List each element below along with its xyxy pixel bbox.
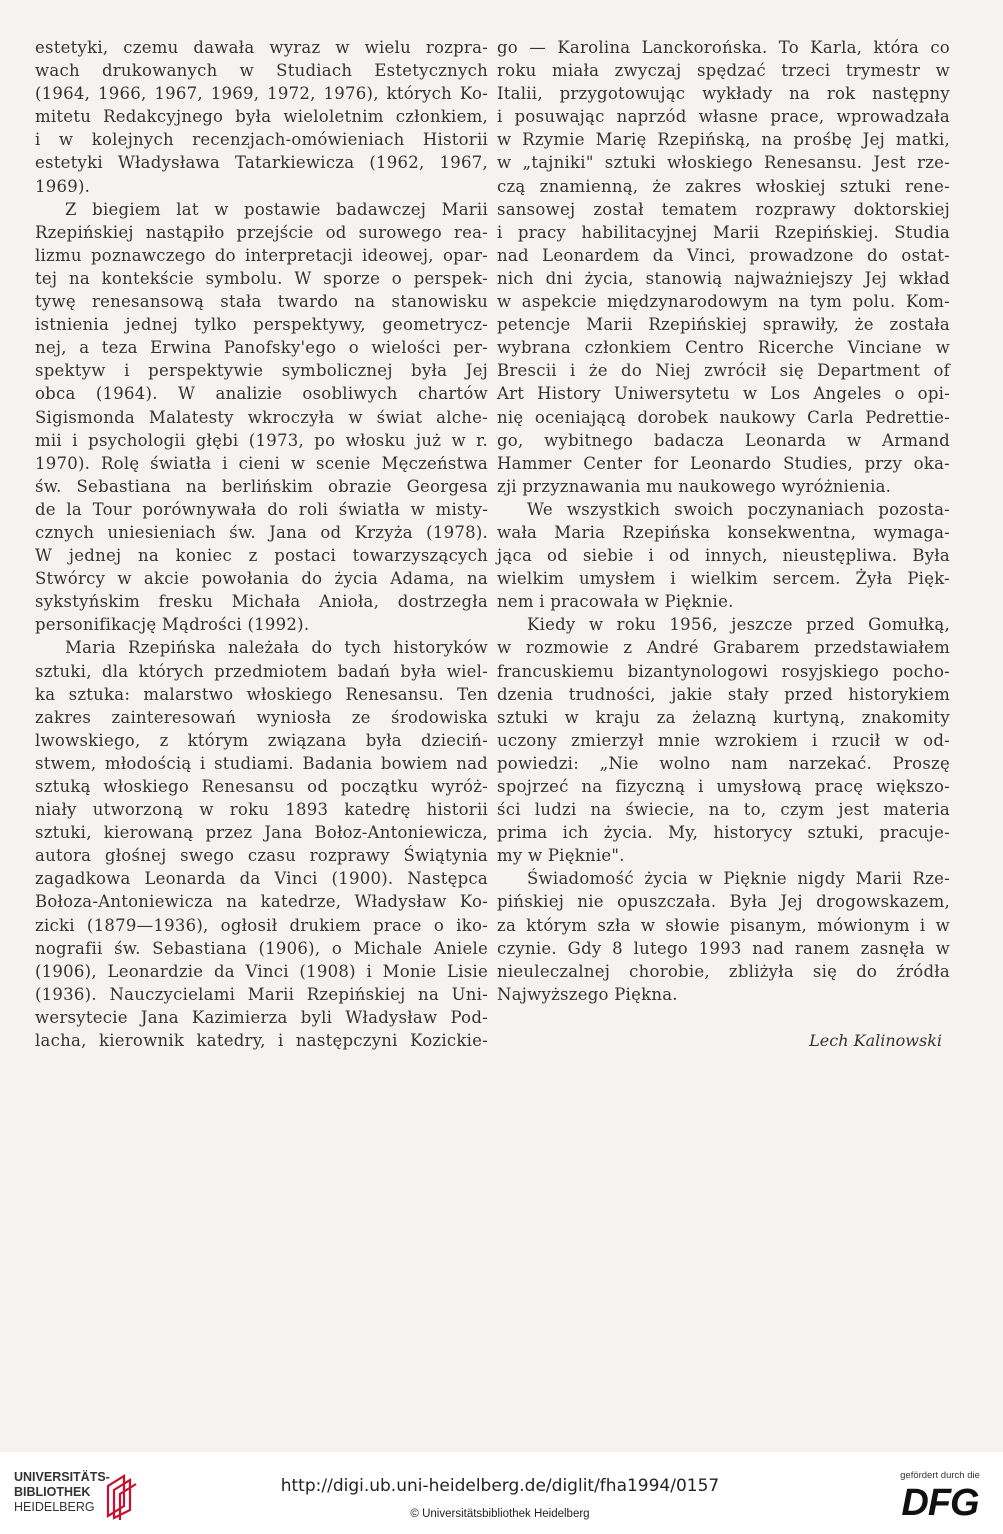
text-line: wach drukowanych w Studiach Estetycznych (35, 61, 488, 81)
text-line: Art History Uniwersytetu w Los Angeles o opi- (497, 384, 950, 404)
text-line: Świadomość życia w Pięknie nigdy Marii Rze- (527, 869, 950, 889)
text-line: sztuki w kraju za żelazną kurtyną, znakomity (497, 707, 950, 727)
left-text-column (35, 36, 488, 1052)
text-line: dzenia trudności, jakie stały przed historykiem (497, 684, 950, 704)
text-line: uczony zmierzył mnie wzrokiem i rzucił w od- (497, 730, 950, 750)
library-name-line1: UNIVERSITÄTS- (14, 1470, 110, 1484)
text-line: nej, a teza Erwina Panofsky'ego o wielości per- (35, 338, 488, 358)
dfg-logo-text: DFG (901, 1482, 979, 1524)
text-line: go, wybitnego badacza Leonarda w Armand (497, 430, 950, 450)
text-line: nem i pracowała w Pięknie. (497, 592, 734, 612)
text-line: i w kolejnych recenzjach-omówieniach Historii (35, 130, 488, 150)
text-line: niały utworzoną w roku 1893 katedrę historii (35, 800, 488, 820)
text-line: lizmu poznawczego do interpretacji ideowej, opar- (35, 245, 488, 265)
text-line: św. Sebastiana na berlińskim obrazie Georgesa (35, 476, 488, 496)
footer-bar (0, 1452, 1003, 1534)
text-line: nad Leonardem da Vinci, prowadzone do ostat- (497, 245, 950, 265)
text-line: estetyki Władysława Tatarkiewicza (1962, 1967, (35, 153, 488, 173)
dfg-caption: gefördert durch die (900, 1470, 980, 1481)
text-line: spojrzeć na fizyczną i umysłową pracę większo- (497, 777, 950, 796)
text-line: Stwórcy w akcie powołania do życia Adama, na (35, 569, 488, 589)
text-line: pińskiej nie opuszczała. Była Jej drogowskazem, (497, 892, 950, 912)
text-line: zji przyznawania mu naukowego wyróżnienia. (497, 476, 892, 496)
right-text-column (497, 36, 950, 1006)
text-line: za którym szła w słowie pisanym, mówionym i w (497, 915, 950, 935)
text-line: tywę renesansową stała twardo na stanowisku (35, 292, 488, 312)
author-signature: Lech Kalinowski (809, 1031, 942, 1050)
text-line: Brescii i że do Niej zwrócił się Department of (497, 361, 950, 381)
text-line: spektyw i perspektywie symbolicznej była Jej (35, 361, 488, 381)
text-line: i pracy habilitacyjnej Marii Rzepińskiej. Studia (497, 222, 950, 242)
text-line: wersytecie Jana Kazimierza byli Władysław Pod- (35, 1007, 488, 1027)
text-line: sansowej został tematem rozprawy doktorskiej (497, 199, 950, 219)
text-line: sztuki, dla których przedmiotem badań była wiel- (35, 661, 488, 681)
text-line: 1969). (35, 176, 91, 196)
text-line: nię oceniającą dorobek naukowy Carla Pedrettie- (497, 407, 950, 427)
text-line: personifikację Mądrości (1992). (35, 615, 310, 635)
text-line: mitetu Redakcyjnego była wieloletnim członkiem, (35, 107, 488, 127)
library-name-line2: BIBLIOTHEK (14, 1485, 91, 1499)
text-line: Najwyższego Piękna. (497, 984, 678, 1004)
text-line: wała Maria Rzepińska konsekwentna, wymaga- (497, 522, 950, 542)
text-line: czynie. Gdy 8 lutego 1993 nad ranem zasnęła w (497, 938, 950, 958)
text-line: de la Tour porównywała do roli światła w misty- (35, 499, 488, 519)
text-line: my w Pięknie". (497, 846, 625, 866)
text-line: We wszystkich swoich poczynaniach pozosta- (527, 499, 950, 519)
text-line: autora głośnej swego czasu rozprawy Świątynia (35, 846, 488, 866)
text-line: Rzepińskiej nastąpiło przejście od surowego rea- (35, 222, 488, 242)
text-line: mii i psychologii głębi (1973, po włosku już w r. (35, 430, 488, 450)
text-line: Hammer Center for Leonardo Studies, przy oka- (497, 453, 950, 473)
text-line: 1970). Rolę światła i cieni w scenie Męczeństwa (35, 453, 488, 473)
text-line: petencje Marii Rzepińskiej sprawiły, że została (497, 315, 950, 335)
text-line: wybrana członkiem Centro Ricerche Vinciane w (497, 338, 950, 358)
text-line: nich dni życia, stanowią najważniejszy Jej wkład (497, 268, 950, 288)
dfg-logo[interactable] (888, 1470, 992, 1530)
text-line: Maria Rzepińska należała do tych historyków (65, 638, 488, 658)
text-line: czą znamienną, że zakres włoskiej sztuki rene- (497, 176, 950, 196)
text-line: sztuki, kierowaną przez Jana Bołoz-Antoniewicza, (35, 823, 488, 843)
university-library-logo[interactable] (14, 1470, 144, 1528)
text-line: Kiedy w roku 1956, jeszcze przed Gomułką, (527, 615, 950, 635)
text-line: zakres zainteresowań wyniosła ze środowiska (35, 707, 488, 727)
text-line: obca (1964). W analizie osobliwych chartów (35, 384, 488, 404)
text-line: cznych uniesieniach św. Jana od Krzyża (1978). (35, 522, 488, 542)
text-line: nieuleczalnej chorobie, zbliżyła się do źródła (497, 961, 950, 981)
text-line: Z biegiem lat w postawie badawczej Marii (65, 199, 488, 219)
text-line: nografii św. Sebastiana (1906), o Michale Aniele (35, 938, 488, 958)
text-line: w „tajniki" sztuki włoskiego Renesansu. Jest rze- (497, 153, 950, 173)
library-name-line3: HEIDELBERG (14, 1500, 95, 1514)
text-line: wielkim umysłem i wielkim sercem. Żyła Pięk- (497, 569, 950, 589)
library-mark-icon (100, 1472, 140, 1520)
text-line: istnienia jednej tylko perspektywy, geometrycz- (35, 315, 488, 335)
text-line: (1964, 1966, 1967, 1969, 1972, 1976), których Ko- (35, 84, 488, 104)
text-line: i posuwając naprzód własne prace, wprowadzała (497, 107, 950, 127)
text-line: zicki (1879—1936), ogłosił drukiem prace o iko- (35, 915, 488, 935)
text-line: (1906), Leonardzie da Vinci (1908) i Monie Lisie (35, 961, 488, 981)
text-line: ka sztuka: malarstwo włoskiego Renesansu. Ten (35, 684, 488, 704)
text-line: sztuką włoskiego Renesansu od początku wyróż- (35, 777, 488, 796)
text-line: zagadkowa Leonarda da Vinci (1900). Następca (35, 869, 488, 889)
text-line: go — Karolina Lanckorońska. To Karla, która co (497, 38, 950, 57)
text-line: jąca od siebie i od innych, nieustępliwa. Była (497, 546, 950, 566)
text-line: Sigismonda Malatesty wkroczyła w świat alche- (35, 407, 488, 427)
text-line: ści ludzi na świecie, na to, czym jest materia (497, 800, 950, 820)
text-line: W jednej na koniec z postaci towarzyszących (35, 546, 488, 566)
text-line: estetyki, czemu dawała wyraz w wielu rozpra- (35, 38, 488, 57)
text-line: w aspekcie międzynarodowym na tym polu. Kom- (497, 292, 950, 312)
text-line: prima ich życia. My, historycy sztuki, pracuje- (497, 823, 950, 843)
text-line: Italii, przygotowując wykłady na rok następny (497, 84, 950, 104)
text-line: francuskiemu bizantynologowi rosyjskiego pocho- (497, 661, 950, 681)
text-line: lwowskiego, z którym związana była dzieciń- (35, 730, 488, 750)
text-line: powiedzi: „Nie wolno nam narzekać. Proszę (497, 753, 950, 773)
text-line: stwem, młodością i studiami. Badania bowiem nad (35, 753, 488, 773)
text-line: lacha, kierownik katedry, i następczyni Kozickie- (35, 1031, 488, 1051)
permalink-url[interactable]: http://digi.ub.uni-heidelberg.de/diglit/fha1994/0157 (280, 1476, 720, 1496)
text-line: w rozmowie z André Grabarem przedstawiałem (497, 638, 950, 658)
text-line: roku miała zwyczaj spędzać trzeci trymestr w (497, 61, 950, 81)
copyright-notice: © Universitätsbibliothek Heidelberg (410, 1508, 590, 1520)
text-line: (1936). Nauczycielami Marii Rzepińskiej na Uni- (35, 984, 488, 1004)
text-line: Bołoza-Antoniewicza na katedrze, Władysław Ko- (35, 892, 488, 912)
text-line: sykstyńskim fresku Michała Anioła, dostrzegła (35, 592, 488, 612)
text-line: tej na kontekście symbolu. W sporze o perspek- (35, 268, 488, 288)
text-line: w Rzymie Marię Rzepińską, na prośbę Jej matki, (497, 130, 950, 150)
